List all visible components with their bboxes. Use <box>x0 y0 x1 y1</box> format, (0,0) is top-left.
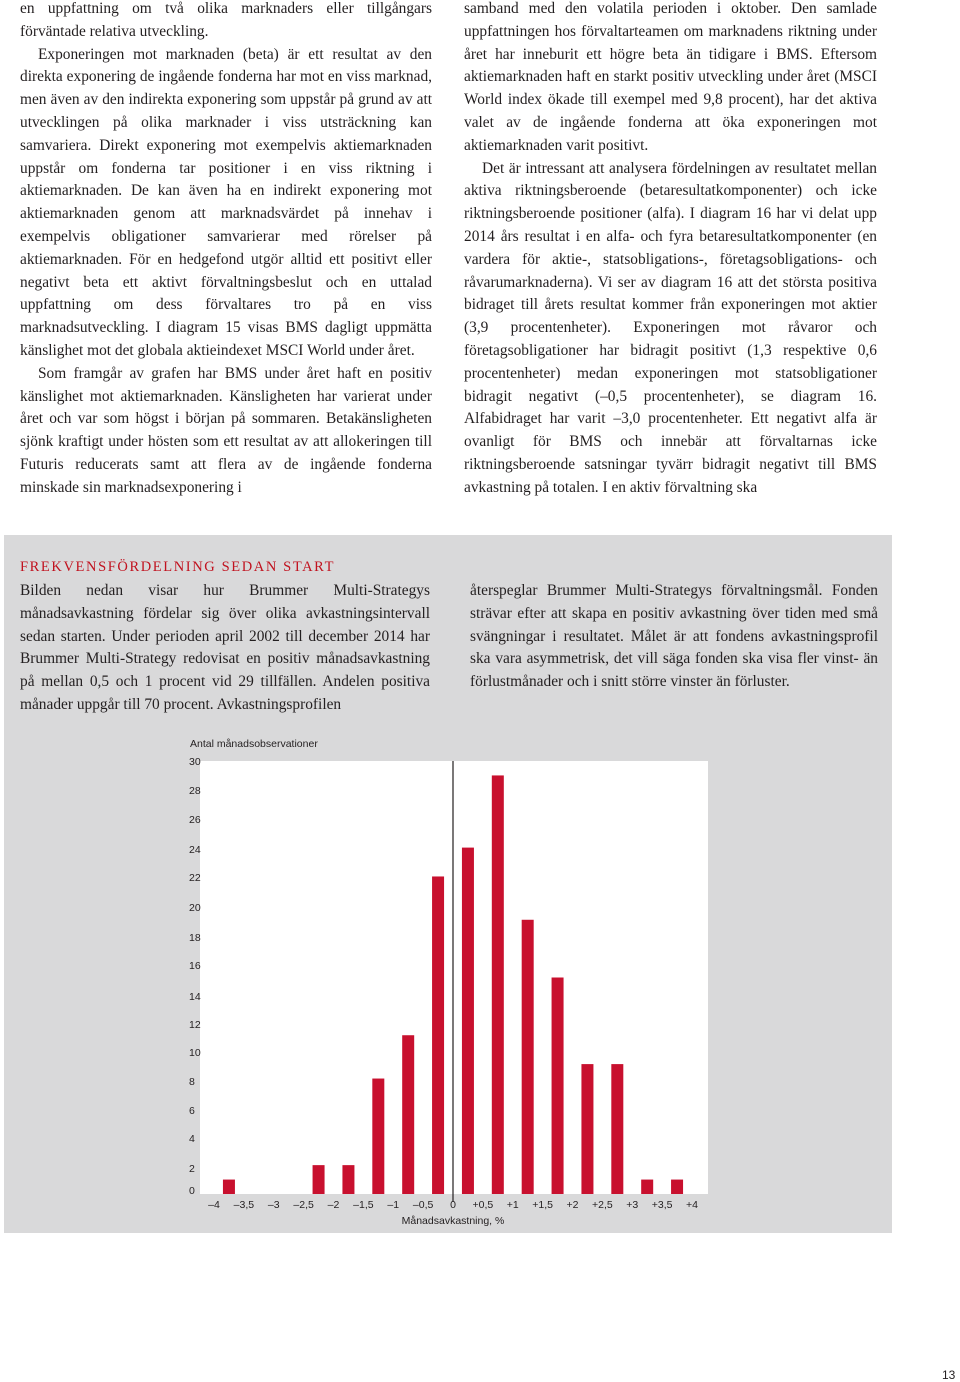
x-tick-label: –3,5 <box>233 1199 255 1211</box>
y-tick-label: 0 <box>189 1185 195 1197</box>
x-tick-label: +4 <box>686 1199 698 1211</box>
frequency-histogram <box>4 535 892 1233</box>
y-axis-label: Antal månadsobservationer <box>190 738 318 750</box>
y-tick-label: 6 <box>189 1105 195 1117</box>
histogram-bar <box>611 1064 623 1194</box>
panel-text-right: återspeglar Brummer Multi-Strategys förvaltningsmål. Fonden strävar efter att skapa en positiv avkastning över tiden med små svängningar i resultatet. Målet är att fondens avkastningsprofil ska vara asymmetrisk, det vill säga fonden ska visa fler vinst- än förlustmånader och i snitt större vinster än förluster. <box>470 582 878 691</box>
histogram-bar <box>223 1180 235 1194</box>
histogram-bar <box>313 1165 325 1194</box>
y-tick-label: 16 <box>189 960 201 972</box>
y-tick-label: 8 <box>189 1076 195 1088</box>
x-tick-label: +0,5 <box>472 1199 494 1211</box>
plot-area <box>200 761 708 1194</box>
paragraph: Exponeringen mot marknaden (beta) är ett resultat av den direkta exponering de ingående fonderna har mot en viss marknad, men även av den indirekta exponering som uppstår på grund av att utvecklingen på olika marknader i viss utsträckning kan samvariera. Direkt exponering mot exempelvis aktiemarknaden uppstår om fonderna tar positioner i en viss riktning i aktiemarknaden. De kan även ha en indirekt exponering mot aktiemarknaden genom att marknadsvärdet på innehav i exempelvis obligationer samvarierar med rörelser på aktiemarknaden. För en hedgefond utgör alltid ett positivt eller negativt beta ett aktivt förvaltningsbeslut och en uttalad uppfattning om dess förvaltares tro på en viss marknadsutveckling. I diagram 15 visas BMS dagligt uppmätta känslighet mot det globala aktieindexet MSCI World under året. <box>20 45 432 359</box>
panel-title: FREKVENSFÖRDELNING SEDAN START <box>20 559 336 575</box>
y-tick-label: 12 <box>189 1019 201 1031</box>
x-tick-label: +3 <box>626 1199 639 1211</box>
histogram-bar <box>402 1035 414 1194</box>
x-tick-label: –4 <box>208 1199 220 1211</box>
y-tick-label: 26 <box>189 814 201 826</box>
y-tick-label: 30 <box>189 756 201 768</box>
panel-text-left: Bilden nedan visar hur Brummer Multi-Strategys månadsavkastning fördelar sig över olika avkastningsintervall sedan starten. Under perioden april 2002 till december 2014 har Brummer Multi-Strategy redovisat en positiv månadsavkastning på mellan 0,5 och 1 procent vid 29 tillfällen. Andelen positiva månader uppgår till 70 procent. Avkastningsprofilen <box>20 582 430 713</box>
x-axis-label: Månadsavkastning, % <box>401 1215 505 1227</box>
x-tick-label: +1 <box>506 1199 519 1211</box>
x-tick-label: –2 <box>327 1199 340 1211</box>
x-tick-label: –3 <box>267 1199 280 1211</box>
histogram-bar <box>372 1079 384 1194</box>
frequency-distribution-panel <box>4 535 892 1233</box>
y-tick-label: 22 <box>189 872 201 884</box>
histogram-bar <box>522 920 534 1194</box>
histogram-bar <box>671 1180 683 1194</box>
x-tick-label: +1,5 <box>532 1199 553 1211</box>
histogram-bar <box>581 1064 593 1194</box>
x-tick-label: +3,5 <box>651 1199 673 1211</box>
y-tick-label: 14 <box>189 991 201 1003</box>
y-tick-label: 10 <box>189 1047 201 1059</box>
x-tick-label: –1,5 <box>353 1199 374 1211</box>
paragraph: Det är intressant att analysera fördelningen av resultatet mellan aktiva riktningsberoende (betaresultatkomponenter) och icke riktningsberoende positioner (alfa). I diagram 16 har vi delat upp 2014 års resultat i en alfa- och fyra betaresultatkomponenter (en vardera för aktie-, statsobligations-, företagsobligations- och råvarumarknaderna). Vi ser av diagram 16 att det största positiva bidraget till årets resultat kommer från exponeringen mot aktier (3,9 procentenheter). Exponeringen mot råvaror och företagsobligationer har bidragit positivt (1,3 respektive 0,6 procentenheter) medan exponeringen mot statsobligationer bidragit negativt (–0,5 procentenheter), se diagram 16. Alfabidraget har varit –3,0 procentenheter. Ett negativt alfa är ovanligt för BMS och innebär att förvaltarnas icke riktningsberoende satsningar tyvärr bidragit negativt till BMS avkastning på totalen. I en aktiv förvaltning ska <box>464 159 877 496</box>
x-tick-label: –2,5 <box>293 1199 314 1211</box>
y-tick-label: 18 <box>189 932 201 944</box>
y-tick-label: 28 <box>189 785 201 797</box>
x-tick-label: +2,5 <box>592 1199 613 1211</box>
histogram-bar <box>552 978 564 1195</box>
x-tick-label: –1 <box>387 1199 400 1211</box>
histogram-bar <box>462 848 474 1194</box>
histogram-bar <box>641 1180 653 1194</box>
right-text-column <box>464 0 877 500</box>
histogram-bar <box>432 876 444 1194</box>
x-tick-label: +2 <box>566 1199 579 1211</box>
histogram-bar <box>342 1165 354 1194</box>
y-tick-label: 24 <box>189 844 201 856</box>
paragraph: Som framgår av grafen har BMS under året haft en positiv känslighet mot aktiemarknaden. Känsligheten har varierat under året och var som högst i början på sommaren. Betakänsligheten sjönk kraftigt under hösten som ett resultat av att allokeringen till Futuris reducerats samt att flera av de ingående fonderna minskade sin marknadsexponering i <box>20 364 432 496</box>
y-tick-label: 2 <box>189 1163 195 1175</box>
left-text-column <box>20 0 432 500</box>
histogram-bar <box>492 775 504 1194</box>
paragraph: en uppfattning om två olika marknaders eller tillgångars förväntade relativa utveckling. <box>20 0 432 40</box>
paragraph: samband med den volatila perioden i oktober. Den samlade uppfattningen hos förvaltarteamen om marknadens riktning under året har inneburit ett högre beta än tidigare i BMS. Eftersom aktiemarknaden haft en starkt positiv utveckling under året (MSCI World index ökade till exempel med 9,8 procent), har det aktiva valet av de ingående fonderna att öka exponeringen mot aktiemarknaden varit positivt. <box>464 0 877 154</box>
x-tick-label: –0,5 <box>412 1199 434 1211</box>
page-number: 13 <box>942 1368 956 1382</box>
y-tick-label: 20 <box>189 902 201 914</box>
y-tick-label: 4 <box>189 1133 195 1145</box>
x-tick-label: 0 <box>450 1199 456 1211</box>
